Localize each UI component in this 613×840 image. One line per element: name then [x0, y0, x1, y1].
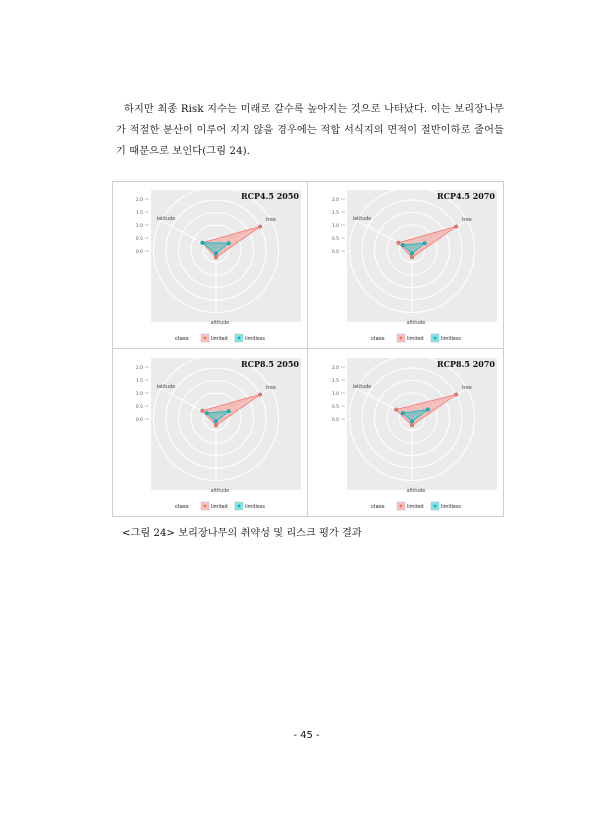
legend-dot-limitless [238, 505, 241, 508]
radial-tick-label: 2.0 [331, 366, 339, 371]
axis-label-tree: tree [266, 386, 276, 391]
panel-title: RCP4.5 2050 [241, 191, 299, 201]
radial-tick-label: 1.5 [331, 211, 339, 216]
axis-label-altitude: altitude [210, 489, 230, 494]
data-point-limited [454, 393, 458, 397]
legend-dot-limitless [238, 337, 241, 340]
data-point-limitless [423, 241, 427, 245]
radial-tick-label: 1.0 [331, 224, 339, 229]
radar-chart-svg [309, 350, 503, 516]
panel-divider-vertical [307, 182, 308, 516]
legend-label-limitless: limitless [245, 337, 265, 342]
radial-tick-label: 1.0 [331, 392, 339, 397]
radial-tick-label: 0.0 [135, 250, 143, 255]
legend-label-limited: limited [407, 505, 424, 510]
radial-tick-label: 0.5 [135, 237, 143, 242]
axis-label-altitude: altitude [406, 321, 426, 326]
legend-dot-limitless [434, 337, 437, 340]
radial-tick-label: 0.5 [331, 405, 339, 410]
figure-caption: <그림 24> 보리장나무의 취약성 및 리스크 평가 결과 [122, 528, 362, 539]
axis-label-latitude: latitude [352, 385, 372, 390]
radial-tick-label: 0.0 [331, 418, 339, 423]
radial-tick-label: 2.0 [331, 198, 339, 203]
radar-chart-figure [112, 181, 504, 517]
data-point-limitless [205, 411, 209, 415]
legend-title: class [371, 336, 385, 342]
radial-tick-label: 1.0 [135, 224, 143, 229]
data-point-limited [394, 408, 398, 412]
radar-panel-rcp45-2070 [309, 182, 503, 348]
data-point-limitless [410, 420, 414, 424]
page-number: - 45 - [293, 730, 320, 741]
radar-panel-rcp85-2050 [113, 350, 307, 516]
legend-label-limited: limited [407, 337, 424, 342]
legend-dot-limitless [434, 505, 437, 508]
axis-label-altitude: altitude [406, 489, 426, 494]
data-point-limited [258, 393, 262, 397]
legend-dot-limited [204, 337, 207, 340]
radial-tick-label: 0.5 [331, 237, 339, 242]
data-point-limited [454, 225, 458, 229]
legend-label-limitless: limitless [441, 505, 461, 510]
data-point-limitless [426, 408, 430, 412]
data-point-limited [258, 225, 262, 229]
data-point-limitless [401, 411, 405, 415]
legend-dot-limited [400, 505, 403, 508]
radar-chart-svg [309, 182, 503, 348]
legend-label-limited: limited [211, 337, 228, 342]
radial-tick-label: 1.5 [135, 211, 143, 216]
axis-label-altitude: altitude [210, 321, 230, 326]
panel-title: RCP8.5 2050 [241, 359, 299, 369]
data-point-limited [397, 241, 401, 245]
radial-tick-label: 1.5 [135, 379, 143, 384]
legend-title: class [175, 336, 189, 342]
radial-tick-label: 0.5 [135, 405, 143, 410]
data-point-limitless [227, 241, 231, 245]
data-point-limitless [227, 409, 231, 413]
axis-label-tree: tree [266, 218, 276, 223]
legend-title: class [371, 504, 385, 510]
axis-label-tree: tree [462, 218, 472, 223]
radial-tick-label: 0.0 [135, 418, 143, 423]
body-paragraph: 하지만 최종 Risk 지수는 미래로 갈수록 높아지는 것으로 나타났다. 이는 보리장나무가 적절한 분산이 이루어 지지 않을 경우에는 적합 서식지의 면적이 절반이하로 줄어들기 때문으로 보인다(그림 24). [116, 104, 504, 157]
radial-tick-label: 2.0 [135, 198, 143, 203]
axis-label-latitude: latitude [156, 217, 176, 222]
data-point-limitless [401, 243, 405, 247]
panel-title: RCP8.5 2070 [437, 359, 495, 369]
data-point-limited [410, 424, 414, 428]
radial-tick-label: 0.0 [331, 250, 339, 255]
radar-chart-svg [113, 350, 307, 516]
radial-tick-label: 1.5 [331, 379, 339, 384]
legend-title: class [175, 504, 189, 510]
radar-panel-rcp45-2050 [113, 182, 307, 348]
panel-divider-horizontal [113, 348, 503, 349]
radial-tick-label: 1.0 [135, 392, 143, 397]
data-point-limitless [410, 252, 414, 256]
radar-chart-svg [113, 182, 307, 348]
radial-tick-label: 2.0 [135, 366, 143, 371]
axis-label-latitude: latitude [156, 385, 176, 390]
data-point-limitless [214, 420, 218, 424]
legend-dot-limited [400, 337, 403, 340]
legend-dot-limited [204, 505, 207, 508]
legend-label-limitless: limitless [245, 505, 265, 510]
legend-label-limited: limited [211, 505, 228, 510]
panel-title: RCP4.5 2070 [437, 191, 495, 201]
data-point-limitless [214, 252, 218, 256]
legend-label-limitless: limitless [441, 337, 461, 342]
data-point-limited [410, 256, 414, 260]
data-point-limited [214, 424, 218, 428]
data-point-limited [201, 409, 205, 413]
radar-panel-rcp85-2070 [309, 350, 503, 516]
axis-label-tree: tree [462, 386, 472, 391]
axis-label-latitude: latitude [352, 217, 372, 222]
data-point-limited [214, 256, 218, 260]
data-point-limitless [201, 241, 205, 245]
